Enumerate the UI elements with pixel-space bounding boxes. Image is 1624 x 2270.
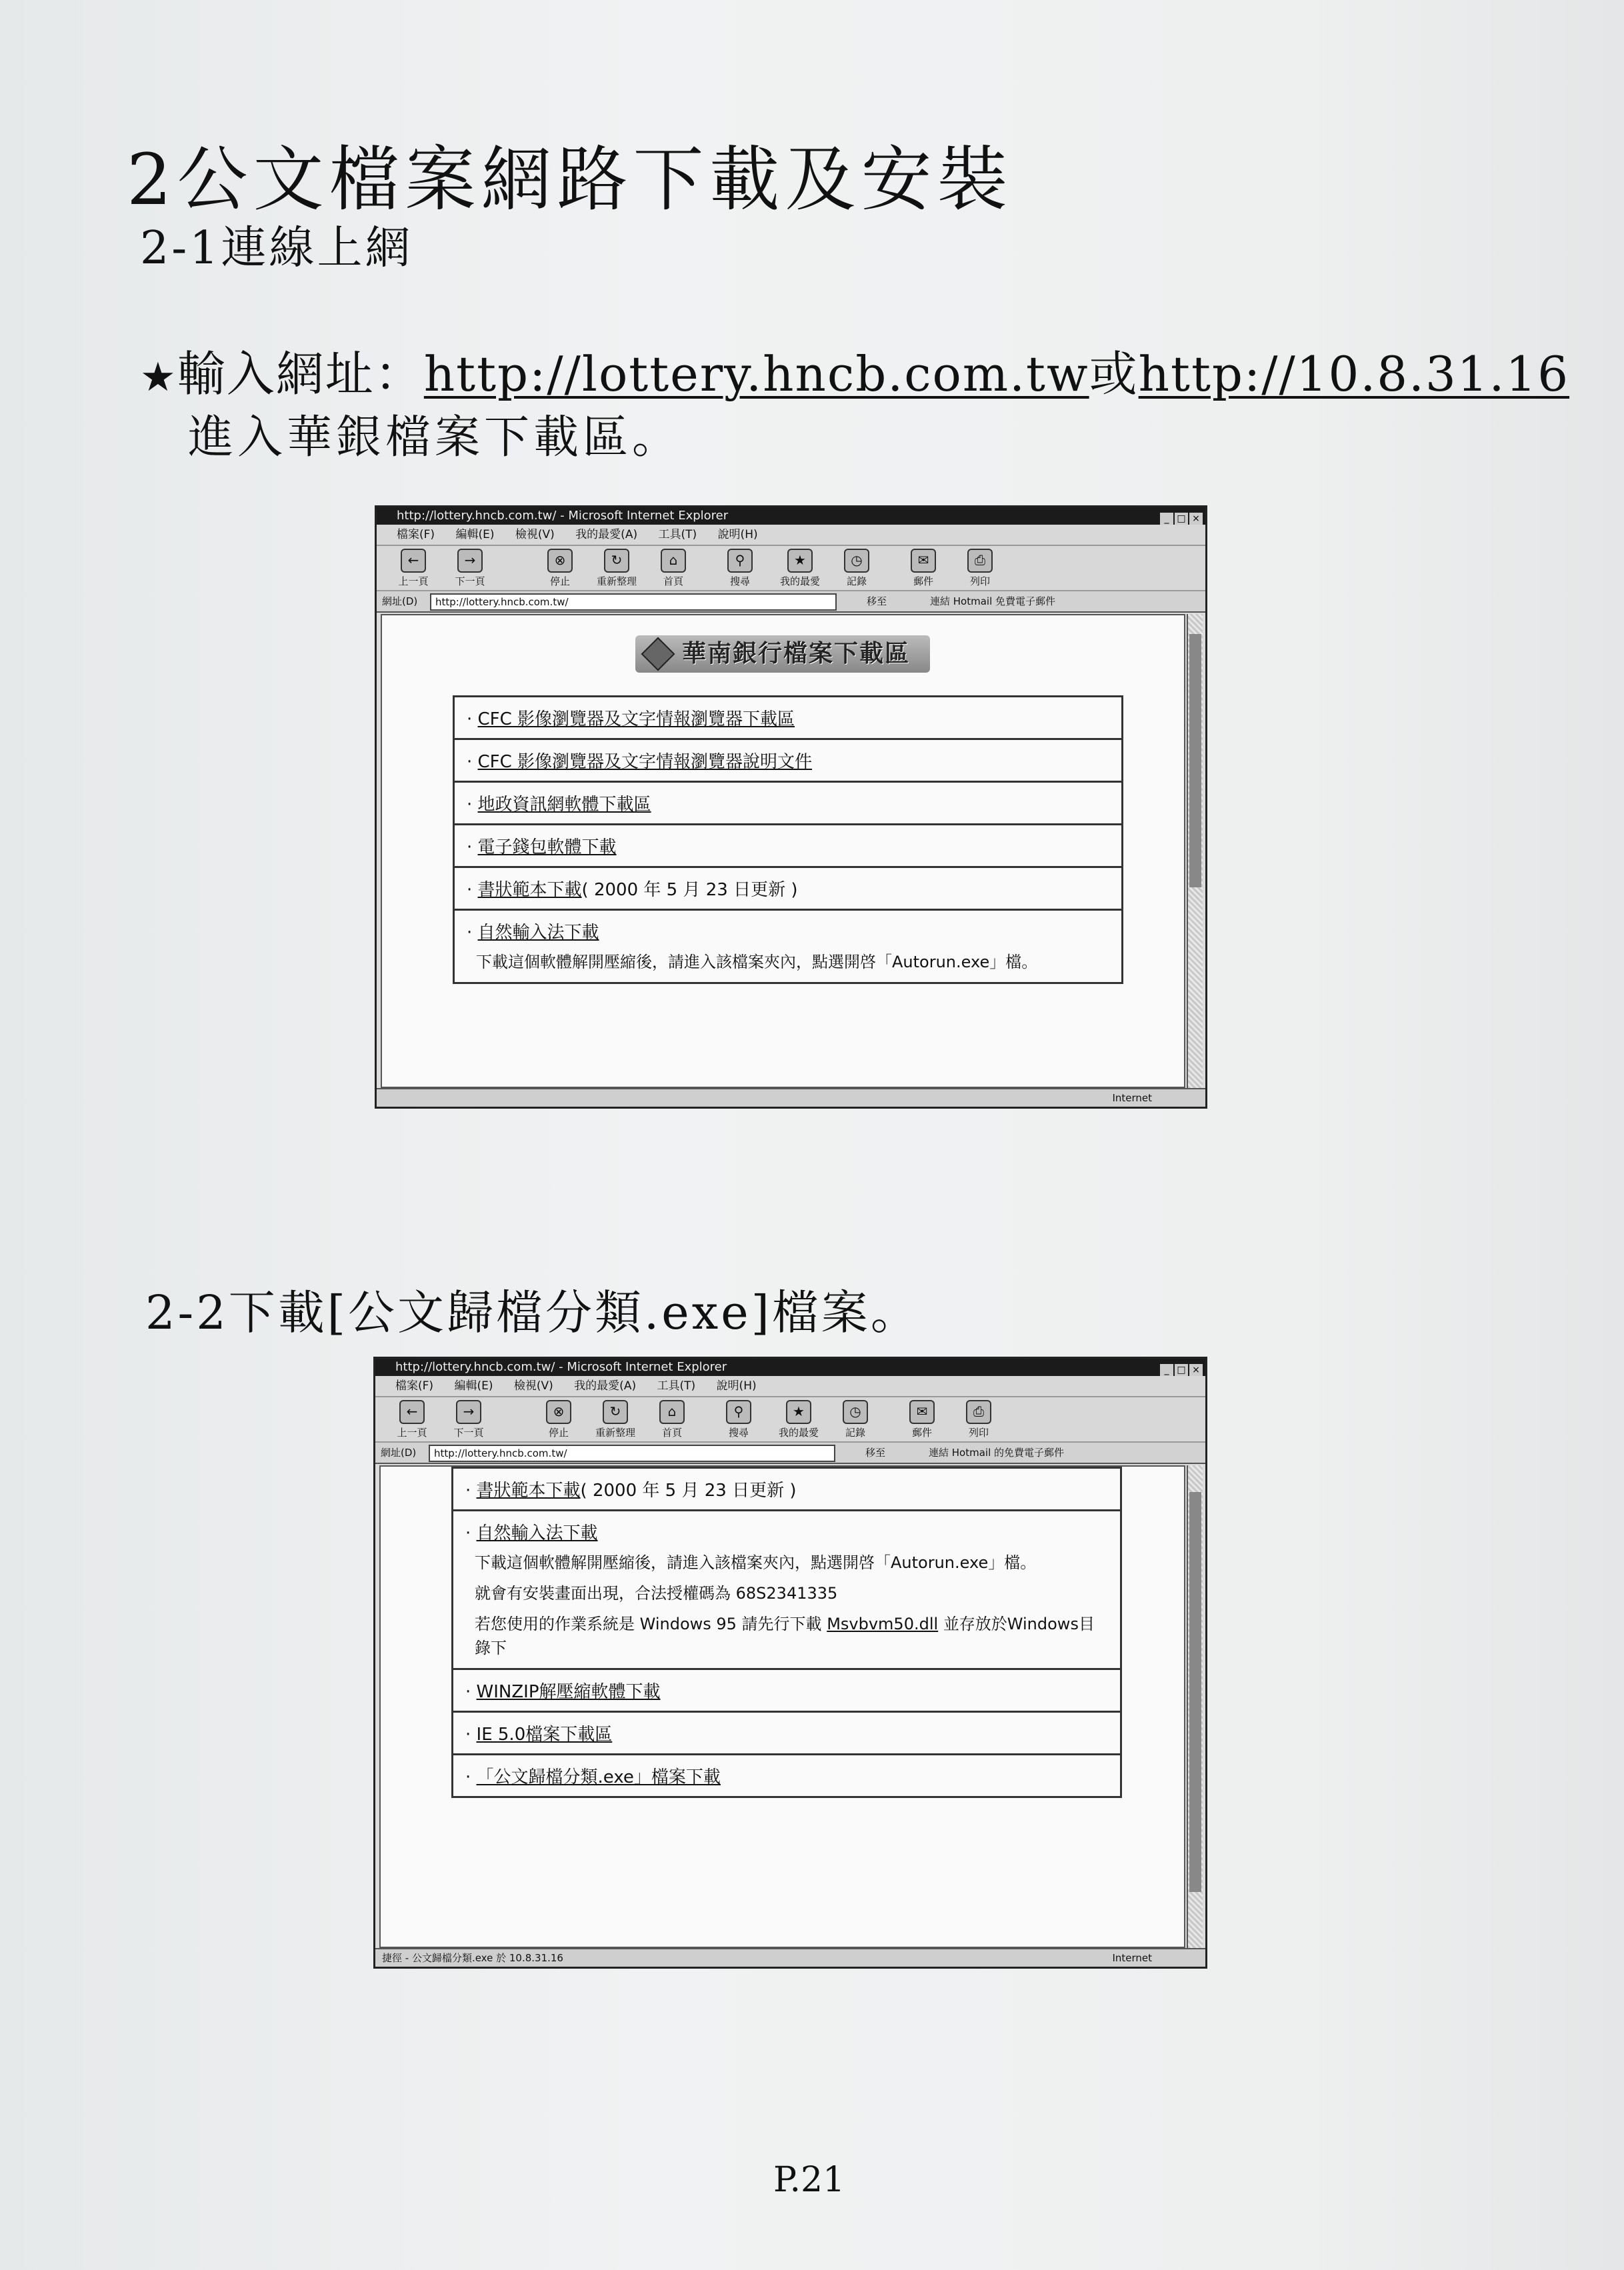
history-icon: ◷ <box>843 1400 868 1424</box>
stop-icon: ⊗ <box>547 549 573 573</box>
download-link[interactable]: 自然輸入法下載 <box>477 923 599 943</box>
page-content <box>379 1465 1185 1948</box>
list-item: · 自然輸入法下載 下載這個軟體解開壓縮後，請進入該檔案夾內，點選開啓「Autorun.exe」檔。 就會有安裝畫面出現，合法授權碼為 68S2341335 若您使用的作業系統是 Windows 95 請先行下載 Msvbvm50.dll 並存放於Windows目錄下 <box>453 1511 1120 1670</box>
download-link[interactable]: 自然輸入法下載 <box>476 1523 598 1543</box>
page-number: P.21 <box>773 2160 845 2200</box>
menu-file[interactable]: 檔案(F) <box>395 1379 434 1393</box>
close-icon[interactable]: × <box>1189 513 1203 525</box>
menu-bar <box>377 525 1205 546</box>
section-heading-connect: 2-1連線上網 <box>140 222 413 275</box>
history-icon: ◷ <box>844 549 869 573</box>
maximize-icon[interactable]: □ <box>1175 513 1188 525</box>
address-bar <box>377 591 1205 613</box>
menu-file[interactable]: 檔案(F) <box>397 528 435 541</box>
browser-screenshot-1 <box>375 505 1207 1109</box>
list-item: · 書狀範本下載( 2000 年 5 月 23 日更新 ) <box>453 1469 1120 1511</box>
forward-arrow-icon: → <box>457 549 483 573</box>
download-link[interactable]: IE 5.0檔案下載區 <box>476 1725 613 1745</box>
toolbar <box>377 546 1205 591</box>
home-icon: ⌂ <box>659 1400 685 1424</box>
vertical-scrollbar[interactable] <box>1187 614 1203 1088</box>
download-link[interactable]: 地政資訊網軟體下載區 <box>477 795 651 815</box>
menu-help[interactable]: 說明(H) <box>716 1379 757 1393</box>
star-icon: ★ <box>140 354 177 401</box>
diamond-logo-icon <box>641 637 675 671</box>
favorites-button[interactable]: ★ 我的最愛 <box>775 1400 822 1439</box>
links-bar[interactable]: 連結 Hotmail 免費電子郵件 <box>930 595 1056 607</box>
refresh-icon: ↻ <box>603 1400 628 1424</box>
links-bar[interactable]: 連結 Hotmail 的免費電子郵件 <box>929 1447 1065 1459</box>
print-button[interactable]: ⎙ 列印 <box>957 549 1003 588</box>
browser-screenshot-2 <box>373 1357 1207 1969</box>
download-link[interactable]: CFC 影像瀏覽器及文字情報瀏覽器下載區 <box>477 709 795 729</box>
stop-button[interactable]: ⊗ 停止 <box>535 1400 582 1439</box>
menu-bar <box>375 1376 1205 1397</box>
list-item: · 書狀範本下載( 2000 年 5 月 23 日更新 ) <box>455 868 1121 911</box>
list-item: · CFC 影像瀏覽器及文字情報瀏覽器說明文件 <box>455 740 1121 783</box>
menu-tools[interactable]: 工具(T) <box>658 528 697 541</box>
instruction-url-line <box>140 335 1569 405</box>
menu-view[interactable]: 檢視(V) <box>513 1379 553 1393</box>
list-item: · 電子錢包軟體下載 <box>455 825 1121 868</box>
search-icon: ⚲ <box>727 549 753 573</box>
list-item: · CFC 影像瀏覽器及文字情報瀏覽器下載區 <box>455 697 1121 740</box>
address-bar <box>375 1443 1205 1464</box>
forward-button[interactable]: → 下一頁 <box>447 549 493 588</box>
refresh-button[interactable]: ↻ 重新整理 <box>592 1400 639 1439</box>
license-note: 就會有安裝畫面出現，合法授權碼為 68S2341335 <box>475 1584 838 1603</box>
status-zone: Internet <box>1112 1092 1152 1104</box>
print-icon: ⎙ <box>967 549 993 573</box>
address-input[interactable]: http://lottery.hncb.com.tw/ <box>429 1445 835 1462</box>
address-label: 網址(D) <box>382 595 418 607</box>
menu-view[interactable]: 檢視(V) <box>515 528 555 541</box>
download-area-banner: 華南銀行檔案下載區 <box>635 635 930 673</box>
maximize-icon[interactable]: □ <box>1175 1364 1188 1376</box>
menu-favorites[interactable]: 我的最愛(A) <box>575 528 638 541</box>
download-link[interactable]: 書狀範本下載 <box>476 1481 581 1501</box>
print-button[interactable]: ⎙ 列印 <box>955 1400 1002 1439</box>
page-title: 2公文檔案網路下載及安裝 <box>127 139 1013 221</box>
back-arrow-icon: ← <box>399 1400 425 1424</box>
download-link-list <box>451 1467 1122 1798</box>
menu-tools[interactable]: 工具(T) <box>657 1379 696 1393</box>
back-button[interactable]: ← 上一頁 <box>390 549 437 588</box>
download-link[interactable]: 電子錢包軟體下載 <box>477 837 617 857</box>
section-heading-download: 2-2下載[公文歸檔分類.exe]檔案。 <box>145 1285 920 1340</box>
update-note: ( 2000 年 5 月 23 日更新 ) <box>580 1481 797 1501</box>
history-button[interactable]: ◷ 記錄 <box>832 1400 879 1439</box>
list-item: · IE 5.0檔案下載區 <box>453 1713 1120 1755</box>
list-item: · 地政資訊網軟體下載區 <box>455 783 1121 825</box>
back-button[interactable]: ← 上一頁 <box>389 1400 435 1439</box>
refresh-icon: ↻ <box>604 549 629 573</box>
forward-button[interactable]: → 下一頁 <box>445 1400 492 1439</box>
download-link[interactable]: CFC 影像瀏覽器及文字情報瀏覽器說明文件 <box>477 752 813 772</box>
minimize-icon[interactable]: _ <box>1160 513 1173 525</box>
print-icon: ⎙ <box>966 1400 991 1424</box>
instruction-prefix: 輸入網址： <box>177 346 424 402</box>
window-titlebar <box>377 507 1205 525</box>
search-button[interactable]: ⚲ 搜尋 <box>715 1400 762 1439</box>
stop-icon: ⊗ <box>546 1400 571 1424</box>
url-link-primary[interactable]: http://lottery.hncb.com.tw <box>423 346 1089 402</box>
home-button[interactable]: ⌂ 首頁 <box>650 549 697 588</box>
window-title: http://lottery.hncb.com.tw/ - Microsoft Internet Explorer <box>395 1360 727 1374</box>
vertical-scrollbar[interactable] <box>1187 1465 1203 1948</box>
mail-button[interactable]: ✉ 郵件 <box>900 549 947 588</box>
menu-edit[interactable]: 編輯(E) <box>455 528 495 541</box>
url-link-ip[interactable]: http://10.8.31.16 <box>1138 346 1570 402</box>
window-title: http://lottery.hncb.com.tw/ - Microsoft Internet Explorer <box>397 509 729 523</box>
scrollbar-thumb[interactable] <box>1189 1492 1201 1892</box>
back-arrow-icon: ← <box>401 549 426 573</box>
favorites-button[interactable]: ★ 我的最愛 <box>777 549 823 588</box>
list-item: · 「公文歸檔分類.exe」檔案下載 <box>453 1755 1120 1798</box>
search-button[interactable]: ⚲ 搜尋 <box>717 549 763 588</box>
download-link[interactable]: 「公文歸檔分類.exe」檔案下載 <box>476 1767 721 1787</box>
status-bar <box>375 1948 1205 1967</box>
instruction-or: 或 <box>1089 346 1139 402</box>
scrollbar-thumb[interactable] <box>1189 634 1201 887</box>
status-bar <box>377 1088 1205 1107</box>
menu-favorites[interactable]: 我的最愛(A) <box>574 1379 637 1393</box>
address-label: 網址(D) <box>381 1447 417 1459</box>
menu-edit[interactable]: 編輯(E) <box>454 1379 493 1393</box>
minimize-icon[interactable]: _ <box>1160 1364 1173 1376</box>
go-button[interactable]: 移至 <box>865 1447 886 1459</box>
item-description: 下載這個軟體解開壓縮後，請進入該檔案夾內，點選開啓「Autorun.exe」檔。 <box>475 1553 1037 1572</box>
mail-button[interactable]: ✉ 郵件 <box>899 1400 945 1439</box>
windows95-note: 若您使用的作業系統是 Windows 95 請先行下載 Msvbvm50.dll 並存放於Windows目錄下 <box>475 1615 1095 1657</box>
stop-button[interactable]: ⊗ 停止 <box>537 549 583 588</box>
download-link[interactable]: WINZIP解壓縮軟體下載 <box>476 1682 661 1702</box>
list-item: · WINZIP解壓縮軟體下載 <box>453 1670 1120 1713</box>
download-link-list <box>453 695 1123 984</box>
refresh-button[interactable]: ↻ 重新整理 <box>593 549 640 588</box>
forward-arrow-icon: → <box>456 1400 481 1424</box>
close-icon[interactable]: × <box>1189 1364 1203 1376</box>
history-button[interactable]: ◷ 記錄 <box>833 549 880 588</box>
list-item: · 自然輸入法下載 下載這個軟體解開壓縮後，請進入該檔案夾內，點選開啓「Autorun.exe」檔。 <box>455 911 1121 984</box>
menu-help[interactable]: 說明(H) <box>717 528 758 541</box>
home-icon: ⌂ <box>661 549 686 573</box>
update-note: ( 2000 年 5 月 23 日更新 ) <box>581 880 798 900</box>
go-button[interactable]: 移至 <box>867 595 887 607</box>
favorites-icon: ★ <box>787 549 813 573</box>
download-link[interactable]: 書狀範本下載 <box>477 880 582 900</box>
page-content <box>381 614 1185 1088</box>
mail-icon: ✉ <box>911 549 936 573</box>
address-input[interactable]: http://lottery.hncb.com.tw/ <box>430 593 837 611</box>
instruction-line2: 進入華銀檔案下載區。 <box>188 411 682 464</box>
status-zone: Internet <box>1112 1952 1152 1964</box>
favorites-icon: ★ <box>786 1400 811 1424</box>
status-text: 捷徑 - 公文歸檔分類.exe 於 10.8.31.16 <box>382 1952 563 1964</box>
item-description: 下載這個軟體解開壓縮後，請進入該檔案夾內，點選開啓「Autorun.exe」檔。 <box>476 953 1038 971</box>
window-titlebar <box>375 1359 1205 1376</box>
msvbvm-link[interactable]: Msvbvm50.dll <box>827 1615 939 1633</box>
home-button[interactable]: ⌂ 首頁 <box>649 1400 695 1439</box>
toolbar <box>375 1397 1205 1443</box>
mail-icon: ✉ <box>909 1400 935 1424</box>
search-icon: ⚲ <box>726 1400 751 1424</box>
